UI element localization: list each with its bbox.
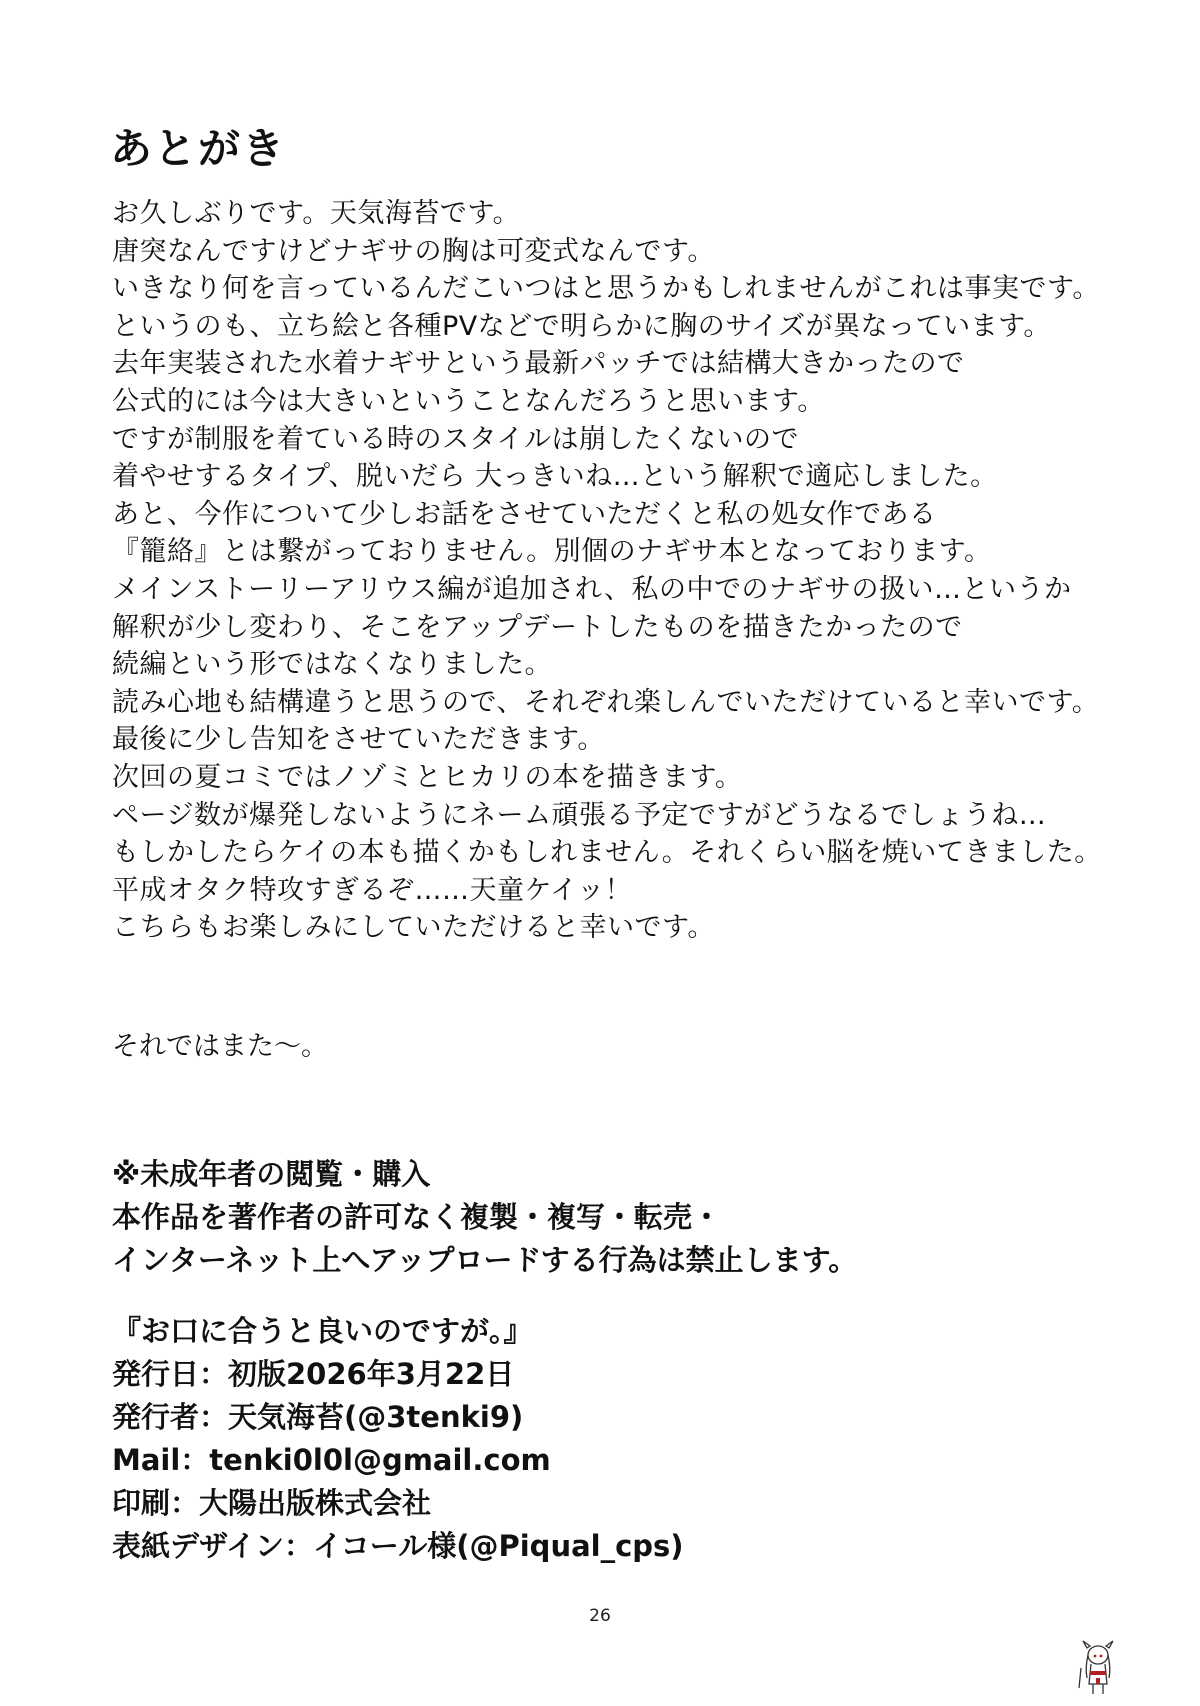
body-line: 公式的には今は大きいということなんだろうと思います。 [112, 385, 825, 417]
body-line: ですが制服を着ている時のスタイルは崩したくないので [112, 423, 799, 455]
body-line: 解釈が少し変わり、そこをアップデートしたものを描きたかったので [112, 611, 963, 643]
closing-line: それではまた～。 [112, 1031, 328, 1062]
body-line: お久しぶりです。天気海苔です。 [112, 198, 521, 229]
body-line: あと、今作について少しお話をさせていただくと私の処女作である [112, 498, 937, 530]
page-title: あとがき [110, 124, 287, 173]
book-title: 『お口に合うと良いのですが。』 [112, 1314, 533, 1348]
page-number: 26 [589, 1606, 611, 1626]
body-line: もしかしたらケイの本も描くかもしれません。それくらい脳を焼いてきました。 [112, 837, 1102, 869]
body-line: ページ数が爆発しないようにネーム頑張る予定ですがどうなるでしょうね… [112, 799, 1047, 831]
notice-line: ※未成年者の閲覧・購入 [112, 1157, 431, 1191]
copyright-notice [112, 1153, 857, 1282]
body-line: 着やせするタイプ、脱いだら 大っきいね…という解釈で適応しました。 [112, 461, 998, 493]
body-line: 『籠絡』とは繋がっておりません。別個のナギサ本となっております。 [112, 536, 992, 568]
body-line: メインストーリーアリウス編が追加され、私の中でのナギサの扱い…というか [112, 573, 1072, 605]
issue-date: 発行日：初版2026年3月22日 [112, 1357, 515, 1391]
body-line: 去年実装された水着ナギサという最新パッチでは結構大きかったので [112, 348, 965, 380]
body-line: 読み心地も結構違うと思うので、それぞれ楽しんでいただけていると幸いです。 [112, 686, 1100, 718]
body-line: こちらもお楽しみにしていただけると幸いです。 [112, 912, 715, 944]
body-line: というのも、立ち絵と各種PVなどで明らかに胸のサイズが異なっています。 [112, 310, 1051, 342]
afterword-body [112, 195, 1152, 947]
cover-design: 表紙デザイン：イコール様(@Piqual_cps) [112, 1529, 684, 1563]
body-line: 唐突なんですけどナギサの胸は可変式なんです。 [112, 235, 715, 267]
body-line: いきなり何を言っているんだこいつはと思うかもしれませんがこれは事実です。 [112, 273, 1100, 305]
body-line: 最後に少し告知をさせていただきます。 [112, 724, 605, 756]
colophon [112, 1310, 684, 1568]
notice-line: インターネット上へアップロードする行為は禁止します。 [112, 1243, 858, 1277]
body-line: 続編という形ではなくなりました。 [112, 649, 552, 681]
publisher: 発行者：天気海苔(@3tenki9) [112, 1400, 524, 1434]
mail-address: Mail：tenki0l0l@gmail.com [112, 1443, 551, 1477]
notice-line: 本作品を著作者の許可なく複製・複写・転売・ [112, 1200, 722, 1234]
printer: 印刷：大陽出版株式会社 [112, 1486, 432, 1520]
character-mark-icon [1075, 1638, 1121, 1696]
body-line: 平成オタク特攻すぎるぞ……天童ケイッ！ [112, 874, 633, 906]
body-line: 次回の夏コミではノゾミとヒカリの本を描きます。 [112, 761, 743, 793]
